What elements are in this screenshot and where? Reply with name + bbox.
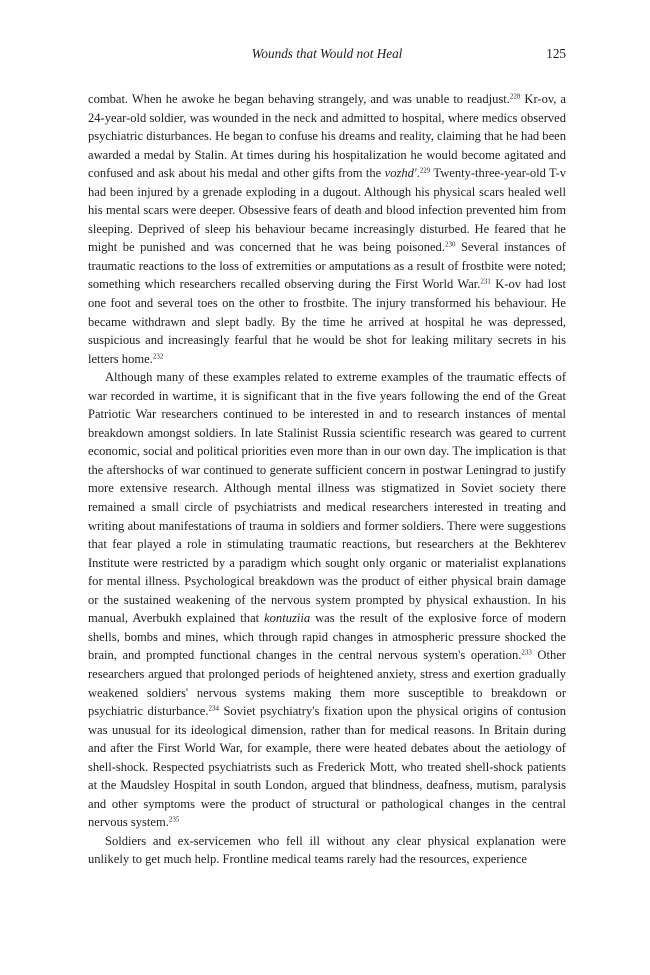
text-run: combat. When he awoke he began behaving strangely, and was unable to readjust. bbox=[88, 92, 510, 106]
text-run: was the result of the explosive force of modern shells, bombs and mines, which through rapid changes in atmospheric pressure shocked the brain, and prompted functional changes in the central nervous system's operation. bbox=[88, 611, 566, 663]
text-run: K-ov had lost one foot and several toes on the other to frostbite. The injury transformed his behaviour. He became withdrawn and slept badly. By the time he arrived at hospital he was depressed, suspicious and increasingly fearful that he would be shot for leaking military secrets in his letters home. bbox=[88, 277, 566, 366]
italic-term: vozhd' bbox=[384, 166, 417, 181]
text-run: Twenty-three-year-old T-v had been injured by a grenade exploding in a dugout. Although his physical scars healed well his mental scars were deeper. Obsessive fears of death and blood infection prevented him from sleeping. Deprived of sleep his behaviour became increasingly disturbed. He feared that he might be punished and was concerned that he was being poisoned. bbox=[88, 166, 566, 255]
text-run: Kr-ov, a 24-year-old soldier, was wounded in the neck and admitted to hospital, where medics observed psychiatric disturbances. He began to confuse his dreams and reality, claiming that he had been awarded a medal by Stalin. At times during his hospitalization he would become agitated and confused and ask about his medal and other gifts from the bbox=[88, 92, 566, 181]
text-run: Although many of these examples related to extreme examples of the traumatic effects of war recorded in wartime, it is significant that in the five years following the end of the Great Patriotic War researchers continued to be interested in and to research instances of mental breakdown amongst soldiers. In late Stalinist Russia scientific research was geared to current economic, social and political priorities even more than in our own day. The implication is that the aftershocks of war continued to generate sufficient concern in postwar Leningrad to justify more extensive research. Although mental illness was stigmatized in Soviet society there remained a small circle of psychiatrists and medical researchers interested in treating and writing about manifestations of trauma in soldiers and former soldiers. There were suggestions that fear played a role in stimulating traumatic reactions, but researchers at the Bekhterev Institute were restricted by a paradigm which sought only organic or materialist explanations for mental illness. Psychological breakdown was the product of either physical brain damage or the sustained weakening of the nervous system prompted by physical exhaustion. In his manual, Averbukh explained that bbox=[88, 370, 566, 626]
paragraph bbox=[88, 368, 566, 832]
footnote-marker: 228 bbox=[509, 92, 521, 101]
footnote-marker: 235 bbox=[168, 815, 180, 824]
text-run: Other researchers argued that prolonged periods of heightened anxiety, stress and exertion gradually weakened soldiers' nervous systems making them more susceptible to breakdown or psychiatric disturbance. bbox=[88, 648, 566, 719]
page-number: 125 bbox=[546, 46, 566, 61]
footnote-marker: 234 bbox=[208, 704, 219, 713]
body-text bbox=[88, 90, 566, 869]
text-run: Soldiers and ex-servicemen who fell ill without any clear physical explanation were unlikely to get much help. Frontline medical teams rarely had the resources, experience bbox=[88, 833, 566, 867]
paragraph bbox=[88, 832, 566, 869]
italic-term: kontuziia bbox=[264, 611, 311, 626]
footnote-marker: 230 bbox=[444, 240, 456, 249]
text-run: Soviet psychiatry's fixation upon the physical origins of contusion was unusual for its ideological dimension, rather than for medical reasons. In Britain during and after the First World War, for example, there were heated debates about the aetiology of shell-shock. Respected psychiatrists such as Frederick Mott, who treated shell-shock patients at the Maudsley Hospital in south London, argued that blindness, deafness, mutism, paralysis and other symptoms were the product of structural or pathological changes in the central nervous system. bbox=[88, 704, 566, 830]
text-run: Several instances of traumatic reactions to the loss of extremities or amputations as a result of frostbite were noted; something which researchers recalled observing during the First World War. bbox=[88, 240, 566, 292]
footnote-marker: 232 bbox=[152, 352, 164, 361]
footnote-marker: 229 bbox=[419, 166, 431, 175]
paragraph bbox=[88, 90, 566, 368]
footnote-marker: 233 bbox=[521, 648, 532, 657]
running-head bbox=[88, 44, 566, 64]
text-run: . bbox=[416, 166, 420, 181]
running-title: Wounds that Would not Heal bbox=[251, 46, 403, 61]
footnote-marker: 231 bbox=[480, 277, 491, 286]
